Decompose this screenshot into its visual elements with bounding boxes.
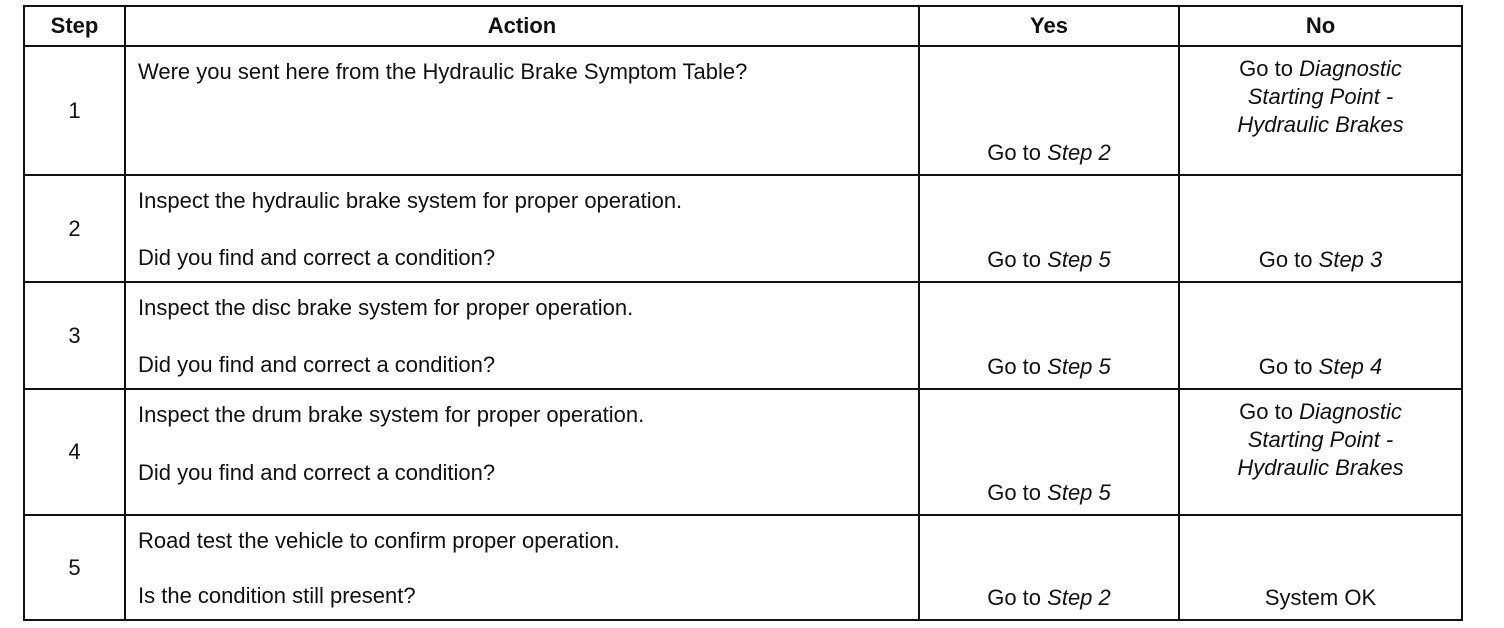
table-row (24, 389, 1462, 515)
step-number: 2 (24, 175, 125, 282)
yes-cell (919, 515, 1179, 620)
action-cell (125, 282, 919, 389)
header-yes: Yes (919, 6, 1179, 46)
action-text: Were you sent here from the Hydraulic Brake Symptom Table? (138, 59, 748, 84)
step-number: 3 (24, 282, 125, 389)
action-text: Road test the vehicle to confirm proper operation. (138, 528, 620, 553)
yes-prefix: Go to (987, 354, 1042, 379)
action-text: Inspect the hydraulic brake system for proper operation. (138, 188, 683, 213)
header-action: Action (125, 6, 919, 46)
yes-step-link[interactable]: Step 5 (1047, 247, 1111, 272)
yes-prefix: Go to (987, 480, 1042, 505)
no-link-part[interactable]: Starting Point - (1247, 84, 1394, 109)
table-row (24, 515, 1462, 620)
no-cell (1179, 389, 1462, 515)
action-text: Inspect the drum brake system for proper operation. (138, 402, 645, 427)
no-prefix: Go to (1258, 247, 1313, 272)
yes-step-link[interactable]: Step 5 (1047, 354, 1111, 379)
no-step-link[interactable]: Step 4 (1318, 354, 1383, 379)
action-question: Did you find and correct a condition? (138, 245, 496, 270)
table-row (24, 46, 1462, 175)
no-cell (1179, 46, 1462, 175)
no-link-part[interactable]: Hydraulic Brakes (1237, 112, 1404, 137)
yes-step-link[interactable]: Step 5 (1047, 480, 1111, 505)
action-cell (125, 175, 919, 282)
header-step: Step (24, 6, 125, 46)
yes-prefix: Go to (987, 140, 1042, 165)
yes-step-link[interactable]: Step 2 (1047, 585, 1111, 610)
action-text: Inspect the disc brake system for proper operation. (138, 295, 634, 320)
no-result: System OK (1264, 585, 1377, 610)
step-number: 5 (24, 515, 125, 620)
no-cell (1179, 282, 1462, 389)
no-step-link[interactable]: Step 3 (1318, 247, 1383, 272)
no-link-part[interactable]: Starting Point - (1247, 427, 1394, 452)
action-question: Is the condition still present? (138, 583, 416, 608)
no-link-part[interactable]: Diagnostic (1299, 56, 1402, 81)
action-question: Did you find and correct a condition? (138, 352, 496, 377)
diagnostic-table (23, 5, 1463, 621)
action-question: Did you find and correct a condition? (138, 460, 496, 485)
yes-cell (919, 282, 1179, 389)
header-no: No (1179, 6, 1462, 46)
no-prefix: Go to (1258, 354, 1313, 379)
no-prefix: Go to (1239, 56, 1293, 81)
step-number: 4 (24, 389, 125, 515)
action-cell (125, 515, 919, 620)
step-number: 1 (24, 46, 125, 175)
no-cell (1179, 175, 1462, 282)
table-row (24, 175, 1462, 282)
action-cell (125, 389, 919, 515)
yes-cell (919, 175, 1179, 282)
no-link-part[interactable]: Diagnostic (1299, 399, 1402, 424)
table-row (24, 282, 1462, 389)
no-prefix: Go to (1239, 399, 1293, 424)
yes-cell (919, 46, 1179, 175)
yes-prefix: Go to (987, 585, 1042, 610)
no-link-part[interactable]: Hydraulic Brakes (1237, 455, 1404, 480)
yes-cell (919, 389, 1179, 515)
yes-step-link[interactable]: Step 2 (1047, 140, 1111, 165)
header-row (24, 6, 1462, 46)
yes-prefix: Go to (987, 247, 1042, 272)
no-cell (1179, 515, 1462, 620)
action-cell (125, 46, 919, 175)
